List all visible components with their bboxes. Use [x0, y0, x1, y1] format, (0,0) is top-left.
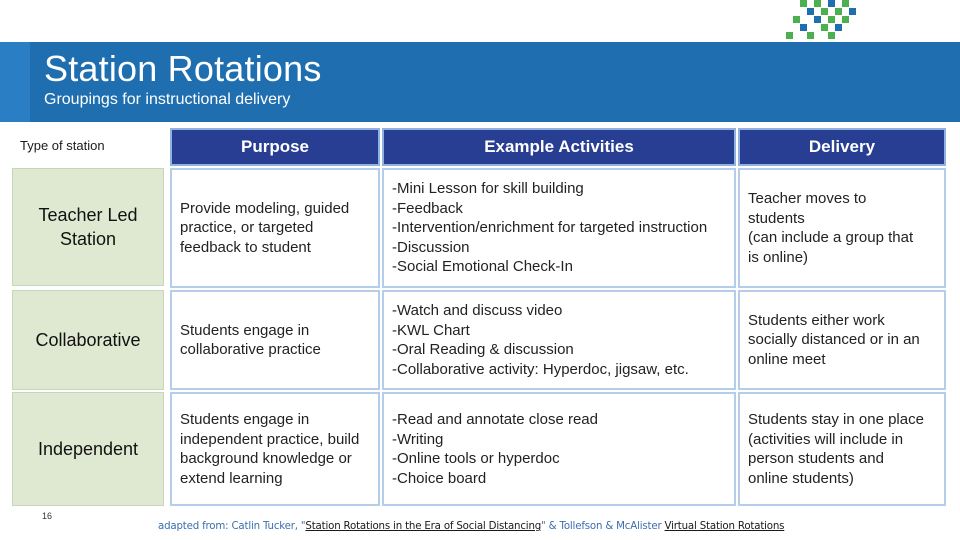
row-label-line: Independent [37, 439, 139, 459]
page-number: 16 [42, 511, 53, 521]
cell-line: Students engage in [180, 411, 310, 428]
cell-activities-collaborative [382, 290, 736, 390]
cell-purpose-teacher-led [170, 168, 380, 288]
cell-activities-independent [382, 392, 736, 506]
header-purpose: Purpose [170, 128, 380, 166]
cell-line: -Writing [392, 430, 444, 448]
cell-purpose-independent [170, 392, 380, 506]
row-label-line: Station [59, 229, 117, 249]
cell-line: -Discussion [392, 238, 470, 256]
cell-line: -Mini Lesson for skill building [392, 180, 584, 198]
cell-line: -Feedback [392, 199, 463, 217]
row-label-line: Teacher Led [38, 205, 138, 225]
row-label-teacher-led [12, 168, 164, 286]
header-accent [0, 42, 30, 122]
footer-citation [158, 519, 784, 532]
cell-line: Students either work [748, 311, 885, 329]
cell-line: person students and [748, 450, 884, 467]
cell-line: -Online tools or hyperdoc [392, 450, 560, 467]
footer-middle: " & Tollefson & McAlister [541, 519, 665, 532]
cell-line: background knowledge or [180, 450, 352, 467]
cell-line: socially distanced or in an [748, 331, 920, 349]
cell-purpose-collaborative [170, 290, 380, 390]
cell-activities-teacher-led [382, 168, 736, 288]
cell-line: extend learning [180, 469, 283, 487]
slide-subtitle: Groupings for instructional delivery [44, 91, 291, 108]
cell-line: Provide modeling, guided [180, 199, 350, 217]
cell-line: Students stay in one place [748, 411, 924, 428]
cell-line: Students engage in [180, 321, 310, 339]
header-delivery: Delivery [738, 128, 946, 166]
cell-line: collaborative practice [180, 341, 321, 358]
cell-line: -KWL Chart [392, 321, 470, 339]
cell-line: is online) [748, 248, 809, 266]
slide-title: Station Rotations [44, 48, 322, 89]
cell-line: -Oral Reading & discussion [392, 341, 574, 358]
cell-line: -Collaborative activity: Hyperdoc, jigsaw, etc. [392, 360, 689, 378]
cell-line: -Choice board [392, 469, 487, 487]
cell-line: -Watch and discuss video [392, 302, 563, 319]
cell-line: Teacher moves to [748, 190, 867, 207]
footer-link-virtual-station-rotations[interactable]: Virtual Station Rotations [664, 519, 785, 532]
cell-delivery-collaborative [738, 290, 946, 390]
cell-line: practice, or targeted [180, 219, 314, 237]
cell-line: -Read and annotate close read [392, 411, 598, 428]
decorative-dot-grid-icon [780, 0, 870, 42]
cell-line: -Intervention/enrichment for targeted instruction [392, 219, 708, 237]
cell-line: online students) [748, 469, 854, 487]
footer-prefix: adapted from: Catlin Tucker, " [158, 519, 306, 532]
cell-delivery-independent [738, 392, 946, 506]
row-label-independent [12, 392, 164, 506]
row-label-collaborative [12, 290, 164, 390]
footer-link-station-rotations-article[interactable]: Station Rotations in the Era of Social Distancing [305, 519, 542, 532]
header-example-activities: Example Activities [382, 128, 736, 166]
cell-line: students [748, 209, 805, 227]
cell-line: (can include a group that [748, 229, 914, 246]
row-label-line: Collaborative [35, 330, 141, 350]
cell-line: (activities will include in [748, 430, 904, 448]
type-of-station-label: Type of station [20, 138, 105, 153]
cell-line: -Social Emotional Check-In [392, 258, 573, 276]
cell-line: independent practice, build [180, 430, 360, 448]
cell-delivery-teacher-led [738, 168, 946, 288]
cell-line: online meet [748, 350, 826, 368]
cell-line: feedback to student [180, 238, 311, 256]
